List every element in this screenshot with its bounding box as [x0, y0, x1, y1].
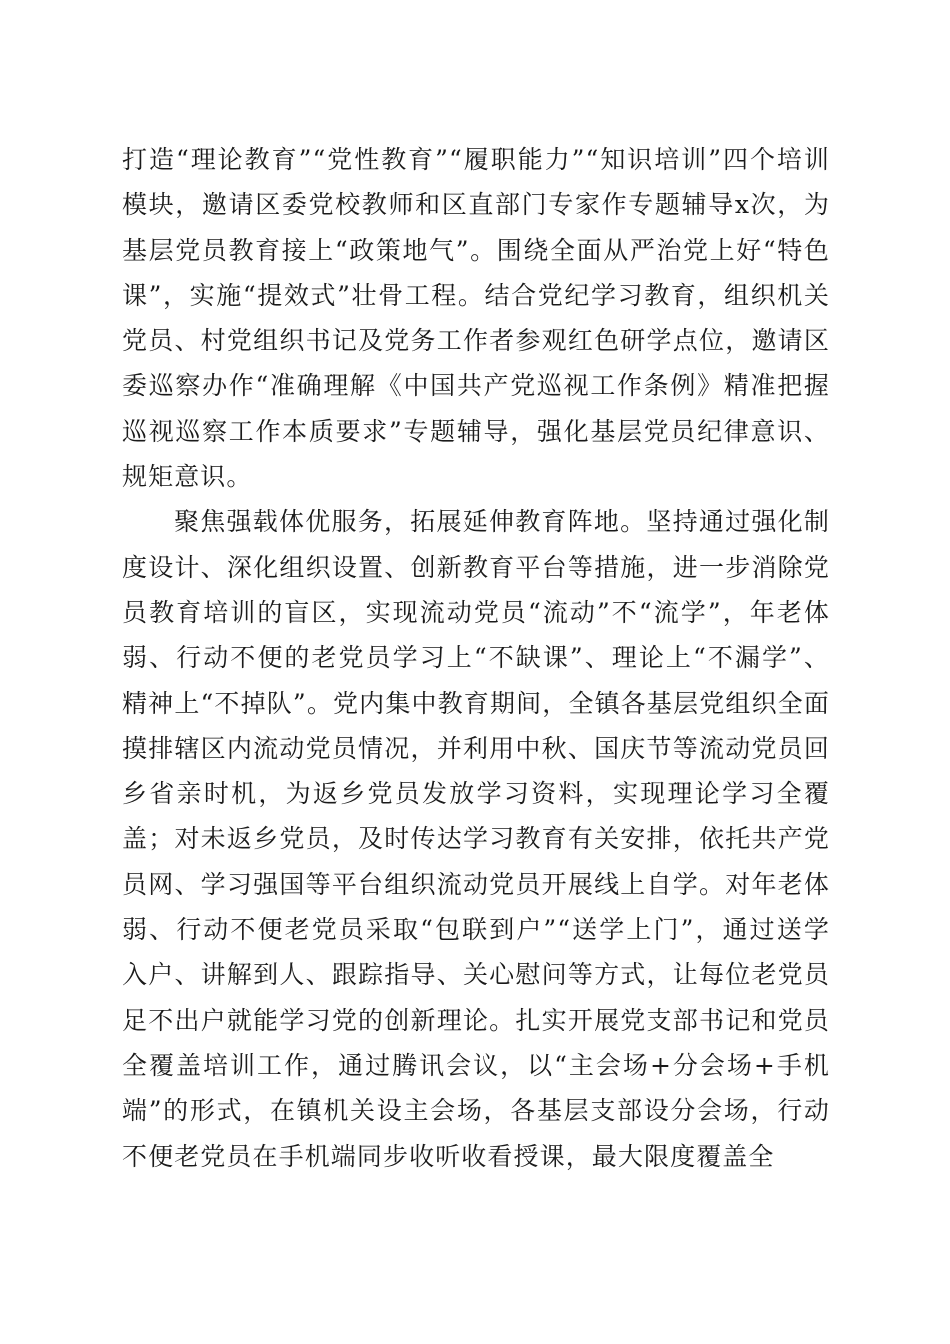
paragraph-education-positions: 聚焦强载体优服务，拓展延伸教育阵地。坚持通过强化制度设计、深化组织设置、创新教育平台等措施，进一步消除党员教育培训的盲区，实现流动党员“流动”不“流学”，年老体弱、行动不便的老党员学习上“不缺课”、理论上“不漏学”、精神上“不掉队”。党内集中教育期间，全镇各基层党组织全面摸排辖区内流动党员情况，并利用中秋、国庆节等流动党员回乡省亲时机，为返乡党员发放学习资料，实现理论学习全覆盖；对未返乡党员，及时传达学习教育有关安排，依托共产党员网、学习强国等平台组织流动党员开展线上自学。对年老体弱、行动不便老党员采取“包联到户”“送学上门”，通过送学入户、讲解到人、跟踪指导、关心慰问等方式，让每位老党员足不出户就能学习党的创新理论。扎实开展党支部书记和党员全覆盖培训工作，通过腾讯会议，以“主会场+分会场+手机端”的形式，在镇机关设主会场，各基层支部设分会场，行动不便老党员在手机端同步收听收看授课，最大限度覆盖全 — [122, 507, 830, 1171]
body-text — [122, 137, 830, 1179]
paragraph-continued: 打造“理论教育”“党性教育”“履职能力”“知识培训”四个培训模块，邀请区委党校教师和区直部门专家作专题辅导x次，为基层党员教育接上“政策地气”。围绕全面从严治党上好“特色课”，实施“提效式”壮骨工程。结合党纪学习教育，组织机关党员、村党组织书记及党务工作者参观红色研学点位，邀请区委巡察办作“准确理解《中国共产党巡视工作条例》精准把握巡视巡察工作本质要求”专题辅导，强化基层党员纪律意识、规矩意识。 — [122, 145, 830, 492]
